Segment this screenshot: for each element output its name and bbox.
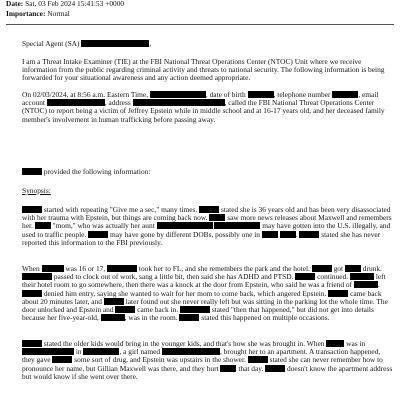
redaction [265,365,285,372]
date-value: Sat, 03 Feb 2024 15:41:53 +0000 [25,0,125,8]
date-label: Date: [6,0,24,8]
date-header [6,0,124,8]
redaction [332,91,358,98]
redaction [199,206,219,213]
importance-header [6,10,70,18]
redaction [299,231,319,238]
redaction [83,348,119,355]
redaction [157,222,213,229]
synopsis-paragraph-2: When was 16 or 17, took her to FL, and she remembers the park and the hotel. got drunk. passed to clock out of work, sang a little bit, then said she has ADHD and PTSD. continued. left their hotel room to go somewhere, then there was a knock at the door from Epstein, who said he was a friend of . denied him entry, saying she wanted to wait for her mom to come back, which angered Epstein. came back about 20 minutes later, and later found out she never really left but was sitting in the parking lot the whole time. The door unlocked and Epstein and came back in. stated "then that happened," but did not get into details because her five-year-old, , was in the room. stated this happened on multiple occasions. [22,264,388,323]
redaction [162,348,220,355]
redaction [345,265,361,272]
redaction [262,231,278,238]
redaction [22,273,52,280]
redaction [35,222,51,229]
redaction [42,265,64,272]
redaction [81,40,149,47]
redaction [328,290,348,297]
redaction [47,99,105,106]
redaction [115,306,135,313]
redaction [312,265,332,272]
redaction [101,314,125,321]
redaction [354,281,378,288]
redaction [220,365,236,372]
redaction [104,298,124,305]
redaction [280,231,296,238]
synopsis-paragraph-3: stated the older kids would bring in the younger kids, and that's how she was brought in. When was in in , a girl named , brought her to an apartment. A transaction happened, they gave some sort of drug, and Epstein was upstairs in the shower. stated she can never remember how to pronounce her name, but Gillian Maxwell was there, and they hurt that day. doesn't know the apartment address but would know if she went over there. [22,339,393,381]
synopsis-heading: Synopsis: [22,186,51,195]
redaction [107,265,137,272]
redaction [22,290,42,297]
redaction [179,314,199,321]
synopsis-paragraph-1: started with repeating "Give me a sec," many times. stated she is 36 years old and has been very disassociated with her trauma with Epstein, but things are coming back now. saw more news releases about Maxwell and remembers her. "mom," who was actually her aunt may have gotten into the U.S. illegally, and used to traffic people. may have gone by different DOBs, possibly one in . stated she has never reported this information to the FBI previously. [22,205,392,247]
redaction [133,99,225,106]
redaction [248,91,274,98]
redaction [88,231,108,238]
report-paragraph: On 02/03/2024, at 8:56 a.m. Eastern Time, , date of birth , telephone number , email account , address , called the FBI National Threat Operations Center (NTOC) to report being a victim of Jeffrey Epstein while in middle school and at 16-17 years old, and her deceased family member's involvement in human trafficking before passing away. [22,90,385,124]
redaction [22,168,42,175]
intro-paragraph: I am a Threat Intake Examiner (TIE) at the FBI National Threat Operations Center (NTOC) Unit where we receive information from the public regarding criminal activity and threats to national security. The following information is being forwarded for your situational awareness and any action deemed appropriate. [22,57,385,83]
importance-value: Normal [47,9,70,18]
header-divider [6,24,394,25]
redaction [209,214,225,221]
importance-label: Importance: [6,9,46,18]
redaction [326,340,344,347]
provided-line: provided the following information: [22,168,394,176]
redaction [214,222,260,229]
redaction [22,340,42,347]
redaction [22,348,74,355]
redaction [295,273,315,280]
redaction [150,91,206,98]
redaction [248,356,268,363]
redaction [52,356,72,363]
redaction [180,306,210,313]
redaction [22,206,42,213]
redaction [350,273,374,280]
salutation: Special Agent (SA) , [22,39,152,48]
